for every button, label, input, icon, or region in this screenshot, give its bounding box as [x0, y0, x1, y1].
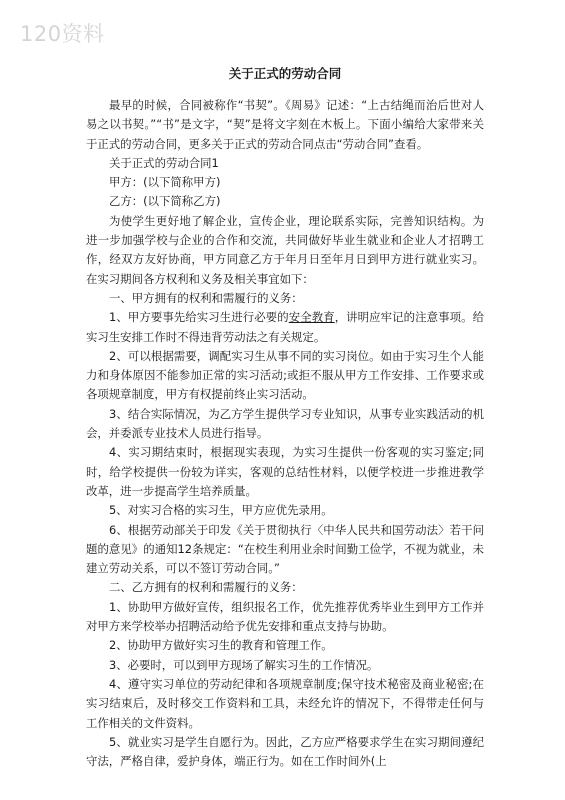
section-two-item: 4、遵守实习单位的劳动纪律和各项规章制度;保守技术秘密及商业秘密;在实习结束后，及时移交工作资料和工具，未经允许的情况下，不得带走任何与工作相关的文件资料。: [86, 676, 484, 730]
document-title: 关于正式的劳动合同: [228, 66, 342, 81]
item-text: ，讲明应牢记的注意事项。给实习生安排工作时不得违背劳动法之有关规定。: [86, 310, 484, 344]
section-two-item: 3、必要时，可以到甲方现场了解实习生的工作情况。: [109, 657, 379, 672]
section-one-item: [86, 308, 484, 347]
section-one-item: 5、对实习合格的实习生，甲方应优先录用。: [109, 503, 333, 518]
preamble-paragraph: 为使学生更好地了解企业，宣传企业，理论联系实际，完善知识结构。为进一步加强学校与企业的合作和交流，共同做好毕业生就业和企业人才招聘工作，经双方友好协商，甲方同意乙方于年月日至年月日到甲方进行就业实习。在实习期间各方权利和义务及相关事宜如下：: [86, 213, 484, 286]
party-b-line: 乙方：(以下简称乙方): [109, 194, 221, 209]
contract-heading: 关于正式的劳动合同1: [109, 155, 219, 170]
section-two-heading: 二、乙方拥有的权利和需履行的义务：: [109, 580, 303, 595]
section-two-item: 1、协助甲方做好宣传，组织报名工作，优先推荐优秀毕业生到甲方工作并对甲方来学校举办招聘活动给予优先安排和重点支持与协助。: [86, 599, 484, 634]
section-one-item: 4、实习期结束时，根据现实表现，为实习生提供一份客观的实习鉴定;同时，给学校提供一份较为详实，客观的总结性材料，以便学校进一步推进教学改革，进一步提高学生培养质量。: [86, 445, 484, 498]
safety-education-link[interactable]: 安全教育: [288, 310, 335, 325]
party-a-line: 甲方：(以下简称甲方): [109, 175, 221, 190]
item-text: 1、甲方要事先给实习生进行必要的: [109, 310, 289, 325]
document-page: [86, 66, 484, 771]
watermark: 120资料: [20, 22, 105, 46]
section-one-heading: 一、甲方拥有的权利和需履行的义务：: [109, 290, 303, 305]
section-one-item: 6、根据劳动部关于印发《关于贯彻执行〈中华人民共和国劳动法〉若干问题的意见》的通知12条规定：“在校生利用业余时间勤工俭学，不视为就业，未建立劳动关系，可以不签订劳动合同。”: [86, 522, 484, 576]
section-two-item: 2、协助甲方做好实习生的教育和管理工作。: [109, 638, 333, 653]
section-two-item: 5、就业实习是学生自愿行为。因此，乙方应严格要求学生在实习期间遵纪守法，严格自律，爱护身体，端正行为。如在工作时间外(上: [86, 734, 484, 769]
intro-paragraph: 最早的时候，合同被称作“书契”。《周易》记述：“上古结绳而治后世对人易之以书契。”“书”是文字，“契”是将文字刻在木板上。下面小编给大家带来关于正式的劳动合同，更多关于正式的劳动合同点击“劳动合同”查看。: [86, 98, 484, 151]
section-one-item: 3、结合实际情况，为乙方学生提供学习专业知识，从事专业实践活动的机会，并委派专业技术人员进行指导。: [86, 406, 484, 441]
section-one-item: 2、可以根据需要，调配实习生从事不同的实习岗位。如由于实习生个人能力和身体原因不能参加正常的实习活动;或拒不服从甲方工作安排、工作要求或各项规章制度，甲方有权提前终止实习活动。: [86, 348, 484, 402]
